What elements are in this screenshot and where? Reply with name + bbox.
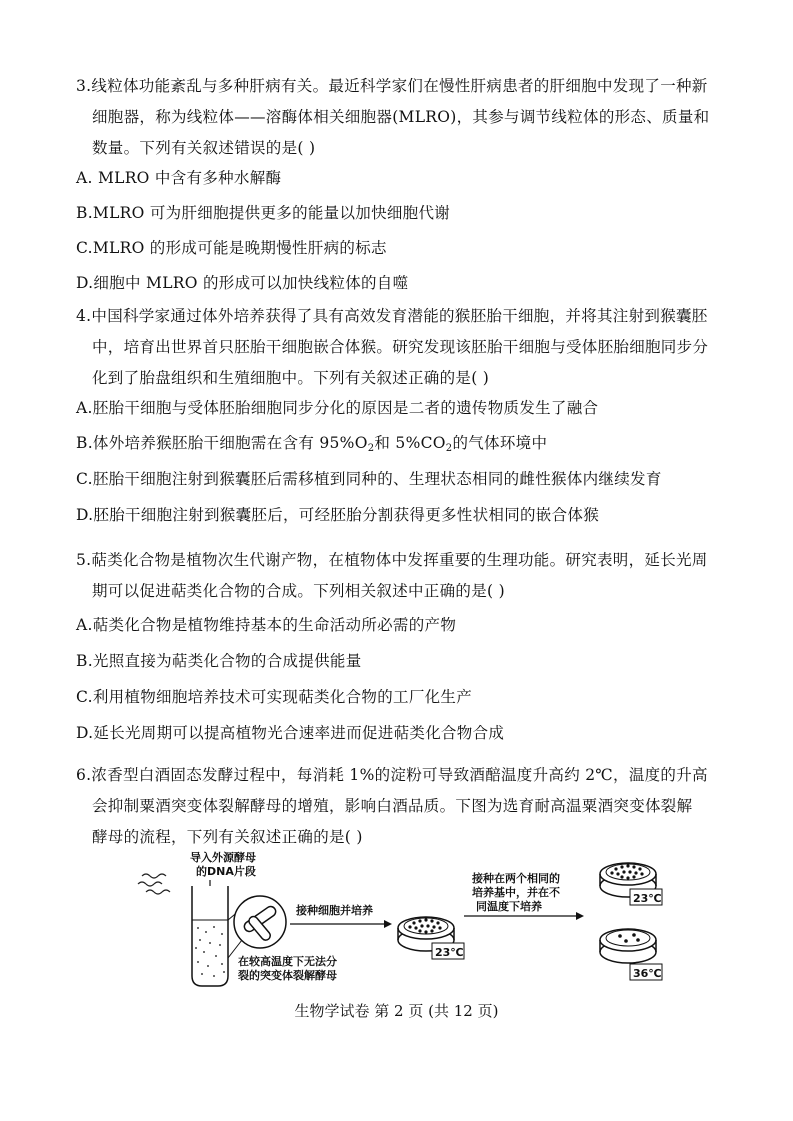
- q4-option-c: C.胚胎干细胞注射到猴囊胚后需移植到同种的、生理状态相同的雌性猴体内继续发育: [76, 470, 662, 488]
- q3-option-d: D.细胞中 MLRO 的形成可以加快线粒体的自噬: [76, 274, 409, 292]
- q5-stem-line1: 5.萜类化合物是植物次生代谢产物，在植物体中发挥重要的生理功能。研究表明，延长光周: [76, 551, 708, 569]
- dna-fragment-icon: [138, 874, 170, 894]
- label-mutant-line1: 在较高温度下无法分: [238, 955, 337, 968]
- q6-stem-line3: 酵母的流程，下列有关叙述正确的是( ): [92, 828, 363, 846]
- q4-stem-line3: 化到了胎盘组织和生殖细胞中。下列有关叙述正确的是( ): [92, 369, 490, 387]
- q3-stem-line3: 数量。下列有关叙述错误的是( ): [92, 139, 316, 157]
- magnified-cell-icon: [228, 896, 286, 958]
- q4-option-b-text2: 和 5%CO: [374, 434, 446, 452]
- q4-option-b-sub2: 2: [445, 443, 453, 454]
- q6-stem-line2: 会抑制粟酒突变体裂解酵母的增殖，影响白酒品质。下图为选育耐高温粟酒突变体裂解: [92, 797, 693, 815]
- split-arrow-head: [576, 912, 584, 920]
- label-split-line3: 同温度下培养: [476, 900, 542, 913]
- label-split-line2: 培养基中，并在不: [472, 886, 560, 899]
- q3-option-a: A. MLRO 中含有多种水解酶: [76, 169, 282, 187]
- q4-stem-line2: 中，培育出世界首只胚胎干细胞嵌合体猴。研究发现该胚胎干细胞与受体胚胎细胞同步分: [92, 338, 709, 356]
- q6-stem-line1: 6.浓香型白酒固态发酵过程中，每消耗 1%的淀粉可导致酒醅温度升高约 2℃，温度的升高: [76, 766, 708, 784]
- q4-option-b-text3: 的气体环境中: [452, 434, 548, 452]
- q3-stem-line2: 细胞器，称为线粒体——溶酶体相关细胞器(MLRO)，其参与调节线粒体的形态、质量和: [92, 108, 710, 126]
- q4-stem-line1: 4.中国科学家通过体外培养获得了具有高效发育潜能的猴胚胎干细胞，并将其注射到猴囊胚: [76, 307, 708, 325]
- label-import-line1: 导入外源酵母: [190, 851, 256, 864]
- q4-option-a: A.胚胎干细胞与受体胚胎细胞同步分化的原因是二者的遗传物质发生了融合: [76, 399, 599, 417]
- temp-mid: 23℃: [435, 946, 464, 959]
- label-inoculate: 接种细胞并培养: [296, 904, 373, 917]
- q5-stem-line2: 期可以促进萜类化合物的合成。下列相关叙述中正确的是( ): [92, 582, 505, 600]
- q5-option-c: C.利用植物细胞培养技术可实现萜类化合物的工厂化生产: [76, 688, 473, 706]
- q4-option-b-sub1: 2: [367, 443, 375, 454]
- test-tube-icon: [192, 886, 228, 986]
- q5-option-d: D.延长光周期可以提高植物光合速率进而促进萜类化合物合成: [76, 724, 505, 742]
- temp-top: 23℃: [633, 892, 662, 905]
- q3-stem-line1: 3.线粒体功能紊乱与多种肝病有关。最近科学家们在慢性肝病患者的肝细胞中发现了一种新: [76, 77, 708, 95]
- q3-option-b: B.MLRO 可为肝细胞提供更多的能量以加快细胞代谢: [76, 204, 451, 222]
- q4-option-b: [76, 433, 547, 456]
- q4-option-b-text1: B.体外培养猴胚胎干细胞需在含有 95%O: [76, 434, 368, 452]
- inoculate-arrow-head: [384, 920, 392, 928]
- q5-option-b: B.光照直接为萜类化合物的合成提供能量: [76, 652, 362, 670]
- temp-bottom: 36℃: [633, 967, 662, 980]
- label-import-line2: 的DNA片段: [196, 865, 256, 878]
- yeast-selection-diagram: [130, 848, 670, 996]
- page-footer: 生物学试卷 第 2 页 (共 12 页): [294, 1002, 499, 1020]
- q3-option-c: C.MLRO 的形成可能是晚期慢性肝病的标志: [76, 239, 387, 257]
- label-mutant-line2: 裂的突变体裂解酵母: [238, 969, 337, 982]
- label-split-line1: 接种在两个相同的: [472, 872, 560, 885]
- q4-option-d: D.胚胎干细胞注射到猴囊胚后，可经胚胎分割获得更多性状相同的嵌合体猴: [76, 506, 600, 524]
- q5-option-a: A.萜类化合物是植物维持基本的生命活动所必需的产物: [76, 616, 457, 634]
